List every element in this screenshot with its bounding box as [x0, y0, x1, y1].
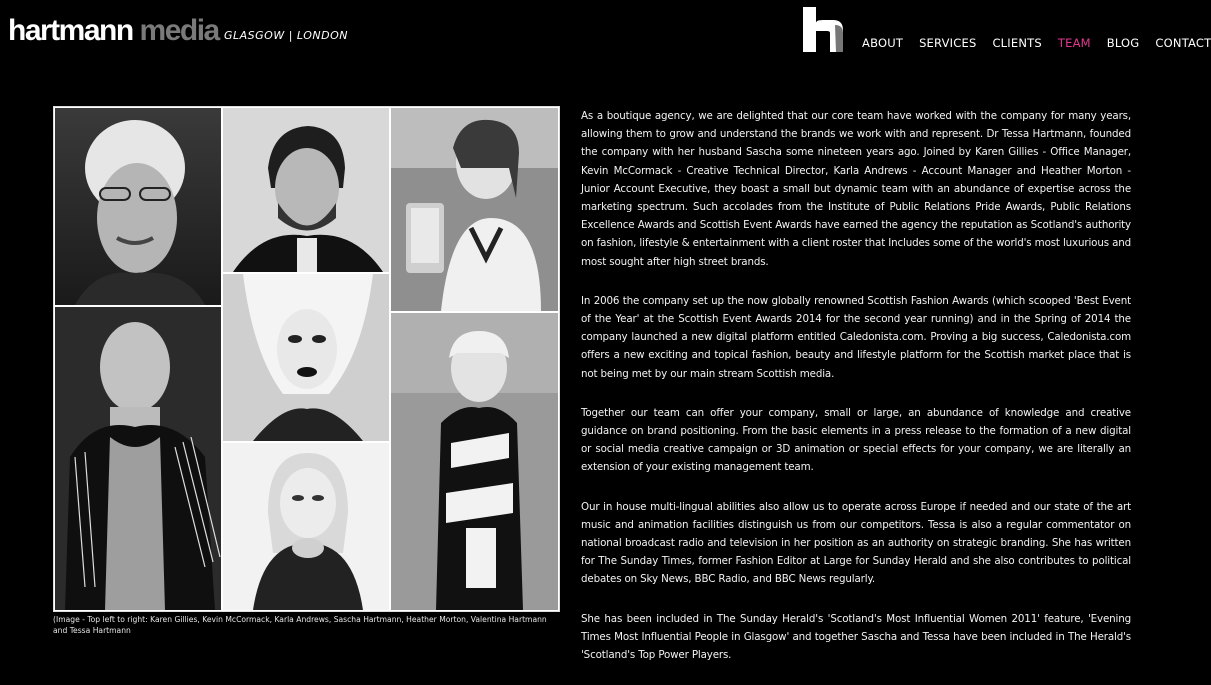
team-photo-collage [53, 106, 560, 612]
nav-about[interactable]: ABOUT [862, 36, 904, 50]
team-description [581, 107, 1131, 685]
logo-word-media: media [139, 14, 219, 47]
nav-services[interactable]: SERVICES [919, 36, 977, 50]
site-header [0, 0, 1211, 80]
paragraph-intro: As a boutique agency, we are delighted that our core team have worked with the company for many years, allowing them to grow and understand the brands we work with and represent. Dr Tessa Hartmann, founded the company with her husband Sascha some nineteen years ago. Joined by Karen Gillies - Office Manager, Kevin McCormack - Creative Technical Director, Karla Andrews - Account Manager and Heather Morton - Junior Account Executive, they boast a small but dynamic team with an abundance of expertise across the marketing spectrum. Such accolades from the Institute of Public Relations Pride Awards, Public Relations Excellence Awards and Scottish Event Awards have earned the agency the reputation as Scotland's authority on fashion, lifestyle & entertainment with a client roster that Includes some of the world's most luxurious and most sought after high street brands. [581, 110, 1131, 268]
paragraph-fashion-awards: In 2006 the company set up the now globally renowned Scottish Fashion Awards (which scooped 'Best Event of the Year' at the Scottish Event Awards 2014 for the second year running) and in the Spring of 2014 the company launched a new digital platform entitled Caledonista.com. Proving a big success, Caledonista.com offers a new exciting and topical fashion, beauty and lifestyle platform for the Scottish market place that is not being met by our main stream Scottish media. [581, 294, 1131, 380]
photo-heather-morton [223, 274, 389, 441]
nav-team[interactable]: TEAM [1057, 36, 1091, 50]
photo-karla-andrews [391, 108, 558, 311]
photo-tessa-hartmann [391, 313, 558, 610]
photo-karen-gillies [55, 108, 221, 305]
monogram-h-icon[interactable] [803, 7, 845, 52]
collage-caption: (Image - Top left to right: Karen Gillies, Kevin McCormack, Karla Andrews, Sascha Hartmann, Heather Morton, Valentina Hartmann and Tessa Hartmann [53, 615, 547, 635]
paragraph-team-offer: Together our team can offer your company, small or large, an abundance of knowledge and creative guidance on brand positioning. From the basic elements in a press release to the formation of a new digital or social media creative campaign or 3D animation or special effects for your company, we are literally an extension of your existing management team. [581, 406, 1131, 474]
logo-word-hartmann: hartmann [8, 14, 133, 47]
paragraph-multilingual: Our in house multi-lingual abilities also allow us to operate across Europe if needed and our state of the art music and animation facilities distinguish us from our competitors. Tessa is also a regular commentator on national broadcast radio and television in her position as an authority on strategic branding. She has written for The Sunday Times, former Fashion Editor at Large for Sunday Herald and she also contributes to political debates on Sky News, BBC Radio, and BBC News regularly. [581, 500, 1131, 586]
photo-valentina-hartmann [223, 443, 389, 610]
photo-sascha-hartmann [55, 307, 221, 610]
main-nav [862, 36, 1211, 50]
nav-blog[interactable]: BLOG [1106, 36, 1140, 50]
site-tagline: GLASGOW | LONDON [224, 29, 348, 42]
paragraph-accolades: She has been included in The Sunday Herald's 'Scotland's Most Influential Women 2011' feature, 'Evening Times Most Influential People in Glasgow' and together Sascha and Tessa have been included in The Herald's 'Scotland's Top Power Players. [581, 612, 1131, 662]
nav-contact[interactable]: CONTACT [1155, 36, 1211, 50]
nav-clients[interactable]: CLIENTS [992, 36, 1042, 50]
site-logo[interactable] [8, 14, 219, 48]
photo-kevin-mccormack [223, 108, 389, 272]
